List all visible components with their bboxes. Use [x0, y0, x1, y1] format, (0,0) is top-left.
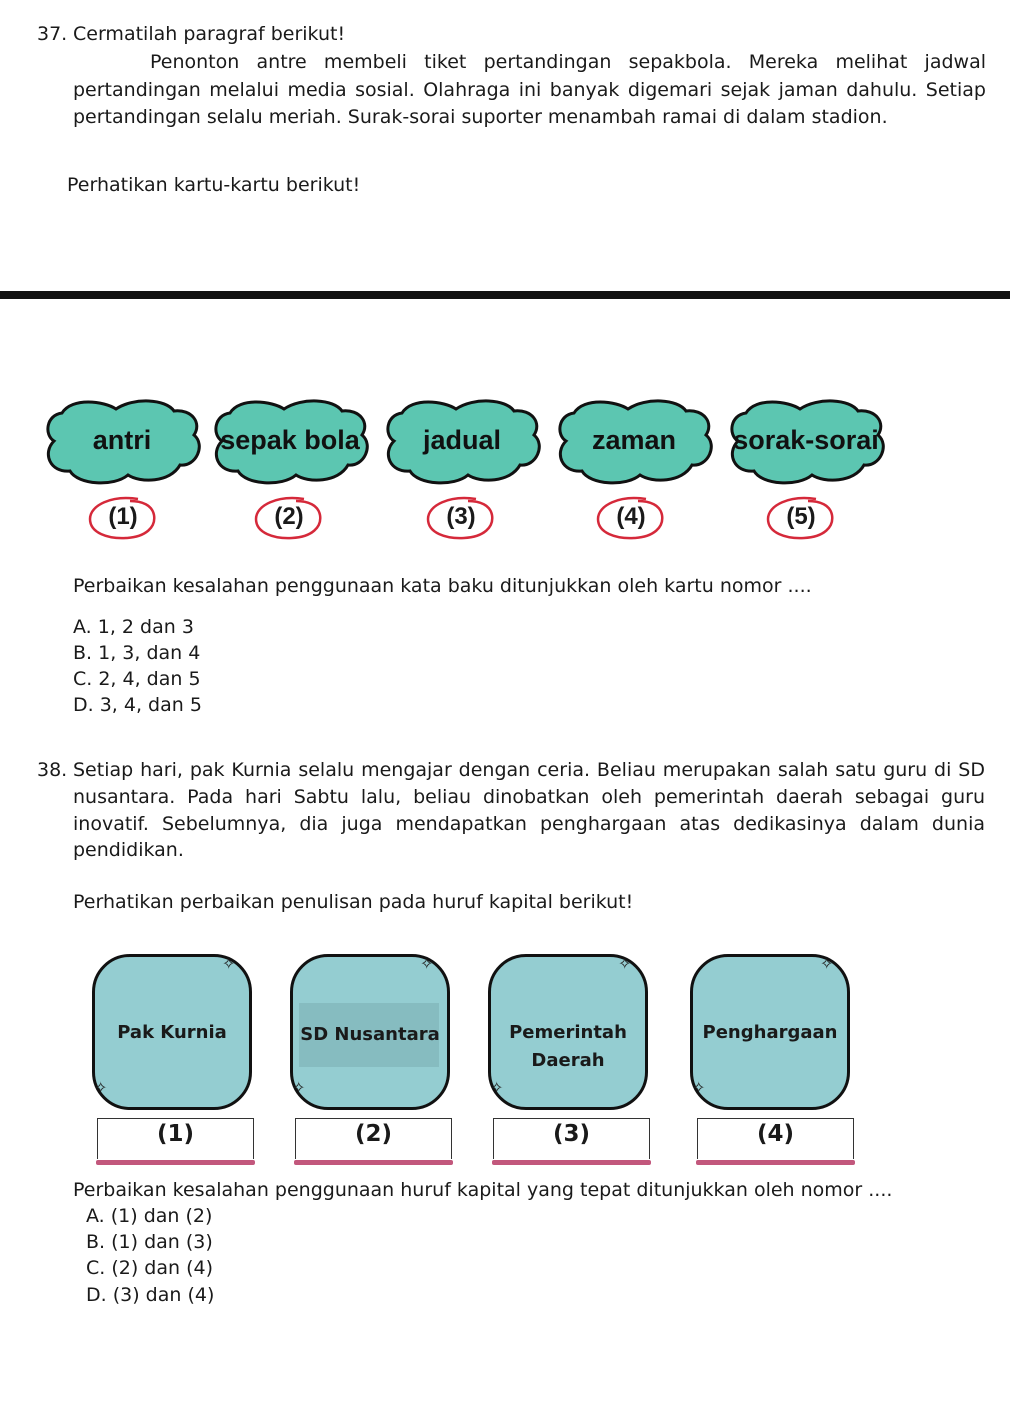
q38-paragraph-line-1: Setiap hari, pak Kurnia selalu mengajar dengan ceria. Beliau merupakan salah satu guru di SD	[73, 759, 985, 781]
card-1	[42, 395, 202, 487]
sparkle-icon: ✧	[820, 954, 834, 973]
card-3	[382, 395, 542, 487]
card-word: sorak-sorai	[733, 425, 879, 455]
q38-cards-prompt: Perhatikan perbaikan penulisan pada huruf kapital berikut!	[73, 891, 634, 913]
sparkle-icon: ✧	[692, 1078, 706, 1097]
tile-label-1	[97, 1118, 254, 1159]
card-number-5	[764, 495, 838, 541]
q37-paragraph-line-3: pertandingan selalu meriah. Surak-sorai suporter menambah ramai di dalam stadion.	[73, 106, 888, 128]
tile-label-3	[493, 1118, 650, 1159]
q38-option-b[interactable]: B. (1) dan (3)	[86, 1231, 213, 1253]
tile-3	[488, 954, 648, 1110]
card-number-label: (5)	[786, 503, 816, 530]
tile-2	[290, 954, 450, 1110]
tile-text-line-1: Pemerintah	[509, 1022, 627, 1043]
q38-paragraph-line-2: nusantara. Pada hari Sabtu lalu, beliau dinobatkan oleh pemerintah daerah sebagai guru	[73, 786, 985, 808]
q37-instruction: Cermatilah paragraf berikut!	[73, 23, 346, 45]
tile-label-text: (4)	[756, 1121, 795, 1147]
tile-label-text: (1)	[156, 1121, 195, 1147]
q37-option-d[interactable]: D. 3, 4, dan 5	[73, 694, 202, 716]
tile-label-text: (3)	[552, 1121, 591, 1147]
card-number-label: (2)	[274, 503, 304, 530]
card-number-label: (4)	[616, 503, 646, 530]
q37-paragraph-line-1: Penonton antre membeli tiket pertandingan sepakbola. Mereka melihat jadwal	[150, 51, 986, 73]
pink-underline	[96, 1160, 255, 1165]
sparkle-icon: ✧	[420, 954, 434, 973]
card-number-label: (1)	[108, 503, 138, 530]
sparkle-icon: ✧	[490, 1078, 504, 1097]
q37-cards-prompt: Perhatikan kartu-kartu berikut!	[67, 174, 361, 196]
q37-paragraph-line-2: pertandingan melalui media sosial. Olahraga ini banyak digemari sejak jaman dahulu. Setiap	[73, 79, 986, 101]
q38-number: 38.	[37, 759, 68, 781]
card-5	[726, 395, 886, 487]
card-number-label: (3)	[446, 503, 476, 530]
q37-number: 37.	[37, 23, 68, 45]
tile-4	[690, 954, 850, 1110]
card-word: zaman	[591, 425, 677, 455]
tile-text: SD Nusantara	[300, 1024, 440, 1045]
tile-label-4	[697, 1118, 854, 1159]
card-4	[554, 395, 714, 487]
card-number-3	[424, 495, 498, 541]
q38-paragraph-line-4: pendidikan.	[73, 839, 184, 861]
tile-text-line-2: Daerah	[531, 1050, 605, 1071]
card-word: jadual	[422, 425, 502, 455]
card-number-1	[86, 495, 160, 541]
sparkle-icon: ✧	[292, 1078, 306, 1097]
tile-1	[92, 954, 252, 1110]
q37-option-b[interactable]: B. 1, 3, dan 4	[73, 642, 201, 664]
q37-option-c[interactable]: C. 2, 4, dan 5	[73, 668, 201, 690]
sparkle-icon: ✧	[94, 1078, 108, 1097]
tile-label-2	[295, 1118, 452, 1159]
q37-option-a[interactable]: A. 1, 2 dan 3	[73, 616, 194, 638]
pink-underline	[492, 1160, 651, 1165]
q38-option-a[interactable]: A. (1) dan (2)	[86, 1205, 213, 1227]
card-2	[210, 395, 370, 487]
section-divider	[0, 291, 1010, 299]
pink-underline	[696, 1160, 855, 1165]
tile-text: Penghargaan	[702, 1022, 838, 1043]
q37-question: Perbaikan kesalahan penggunaan kata baku ditunjukkan oleh kartu nomor ....	[73, 575, 812, 597]
sparkle-icon: ✧	[618, 954, 632, 973]
sparkle-icon: ✧	[222, 954, 236, 973]
pink-underline	[294, 1160, 453, 1165]
card-word: antri	[92, 425, 152, 455]
card-word: sepak bola	[220, 425, 360, 455]
tile-label-text: (2)	[354, 1121, 393, 1147]
tile-text: Pak Kurnia	[117, 1022, 227, 1043]
q38-question: Perbaikan kesalahan penggunaan huruf kapital yang tepat ditunjukkan oleh nomor ....	[73, 1179, 893, 1201]
card-number-2	[252, 495, 326, 541]
q38-option-d[interactable]: D. (3) dan (4)	[86, 1284, 215, 1306]
card-number-4	[594, 495, 668, 541]
q38-paragraph-line-3: inovatif. Sebelumnya, dia juga mendapatkan penghargaan atas dedikasinya dalam dunia	[73, 813, 985, 835]
q38-option-c[interactable]: C. (2) dan (4)	[86, 1257, 213, 1279]
